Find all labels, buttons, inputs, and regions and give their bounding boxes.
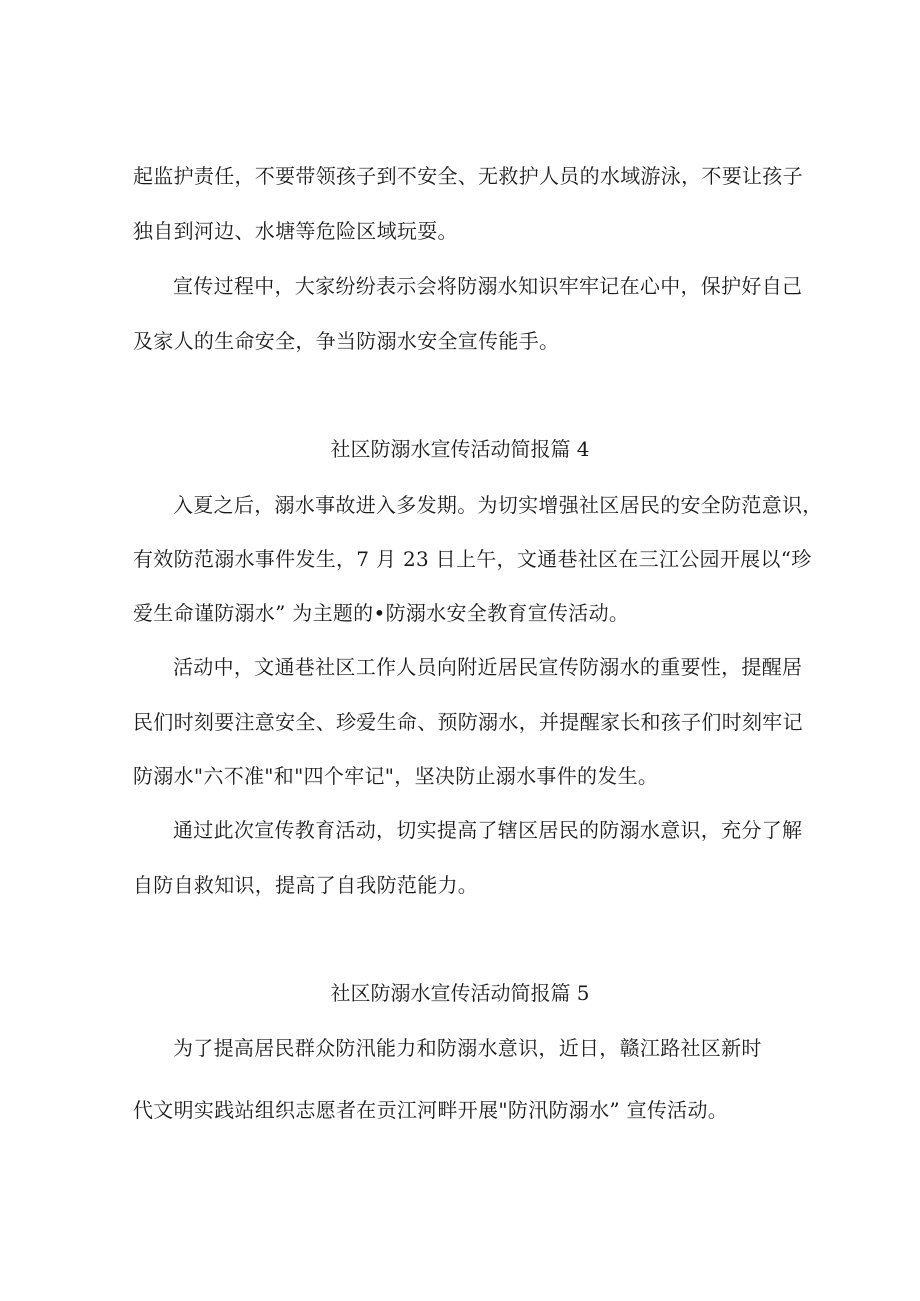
paragraph-4-line-1: 活动中，文通巷社区工作人员向附近居民宣传防溺水的重要性，提醒居 (173, 655, 803, 679)
paragraph-2-line-1: 宣传过程中，大家纷纷表示会将防溺水知识牢牢记在心中，保护好自己 (173, 274, 803, 298)
paragraph-3-line-1: 入夏之后，溺水事故进入多发期。为切实增强社区居民的安全防范意识， (173, 493, 823, 517)
paragraph-1-line-1: 起监护责任，不要带领孩子到不安全、无救护人员的水域游泳，不要让孩子 (133, 164, 803, 188)
paragraph-4-line-3: 防溺水"六不准"和"四个牢记"，坚决防止溺水事件的发生。 (133, 764, 659, 788)
paragraph-3-line-2: 有效防范溺水事件发生，7 月 23 日上午，文通巷社区在三江公园开展以“珍 (133, 547, 812, 571)
paragraph-1-line-2: 独自到河边、水塘等危险区域玩耍。 (133, 219, 458, 243)
section-heading-4: 社区防溺水宣传活动简报篇 4 (330, 437, 590, 461)
paragraph-4-line-2: 民们时刻要注意安全、珍爱生命、预防溺水，并提醒家长和孩子们时刻牢记 (133, 710, 803, 734)
paragraph-6-line-1: 为了提高居民群众防汛能力和防溺水意识，近日，赣江路社区新时 (173, 1036, 762, 1060)
paragraph-2-line-2: 及家人的生命安全，争当防溺水安全宣传能手。 (133, 329, 560, 353)
paragraph-6-line-2: 代文明实践站组织志愿者在贡江河畔开展"防汛防溺水” 宣传活动。 (133, 1098, 729, 1122)
paragraph-5-line-1: 通过此次宣传教育活动，切实提高了辖区居民的防溺水意识，充分了解 (173, 818, 803, 842)
paragraph-5-line-2: 自防自救知识，提高了自我防范能力。 (133, 873, 479, 897)
paragraph-3-line-3: 爱生命谨防溺水” 为主题的•防溺水安全教育宣传活动。 (133, 601, 630, 625)
section-heading-5: 社区防溺水宣传活动简报篇 5 (330, 981, 590, 1005)
